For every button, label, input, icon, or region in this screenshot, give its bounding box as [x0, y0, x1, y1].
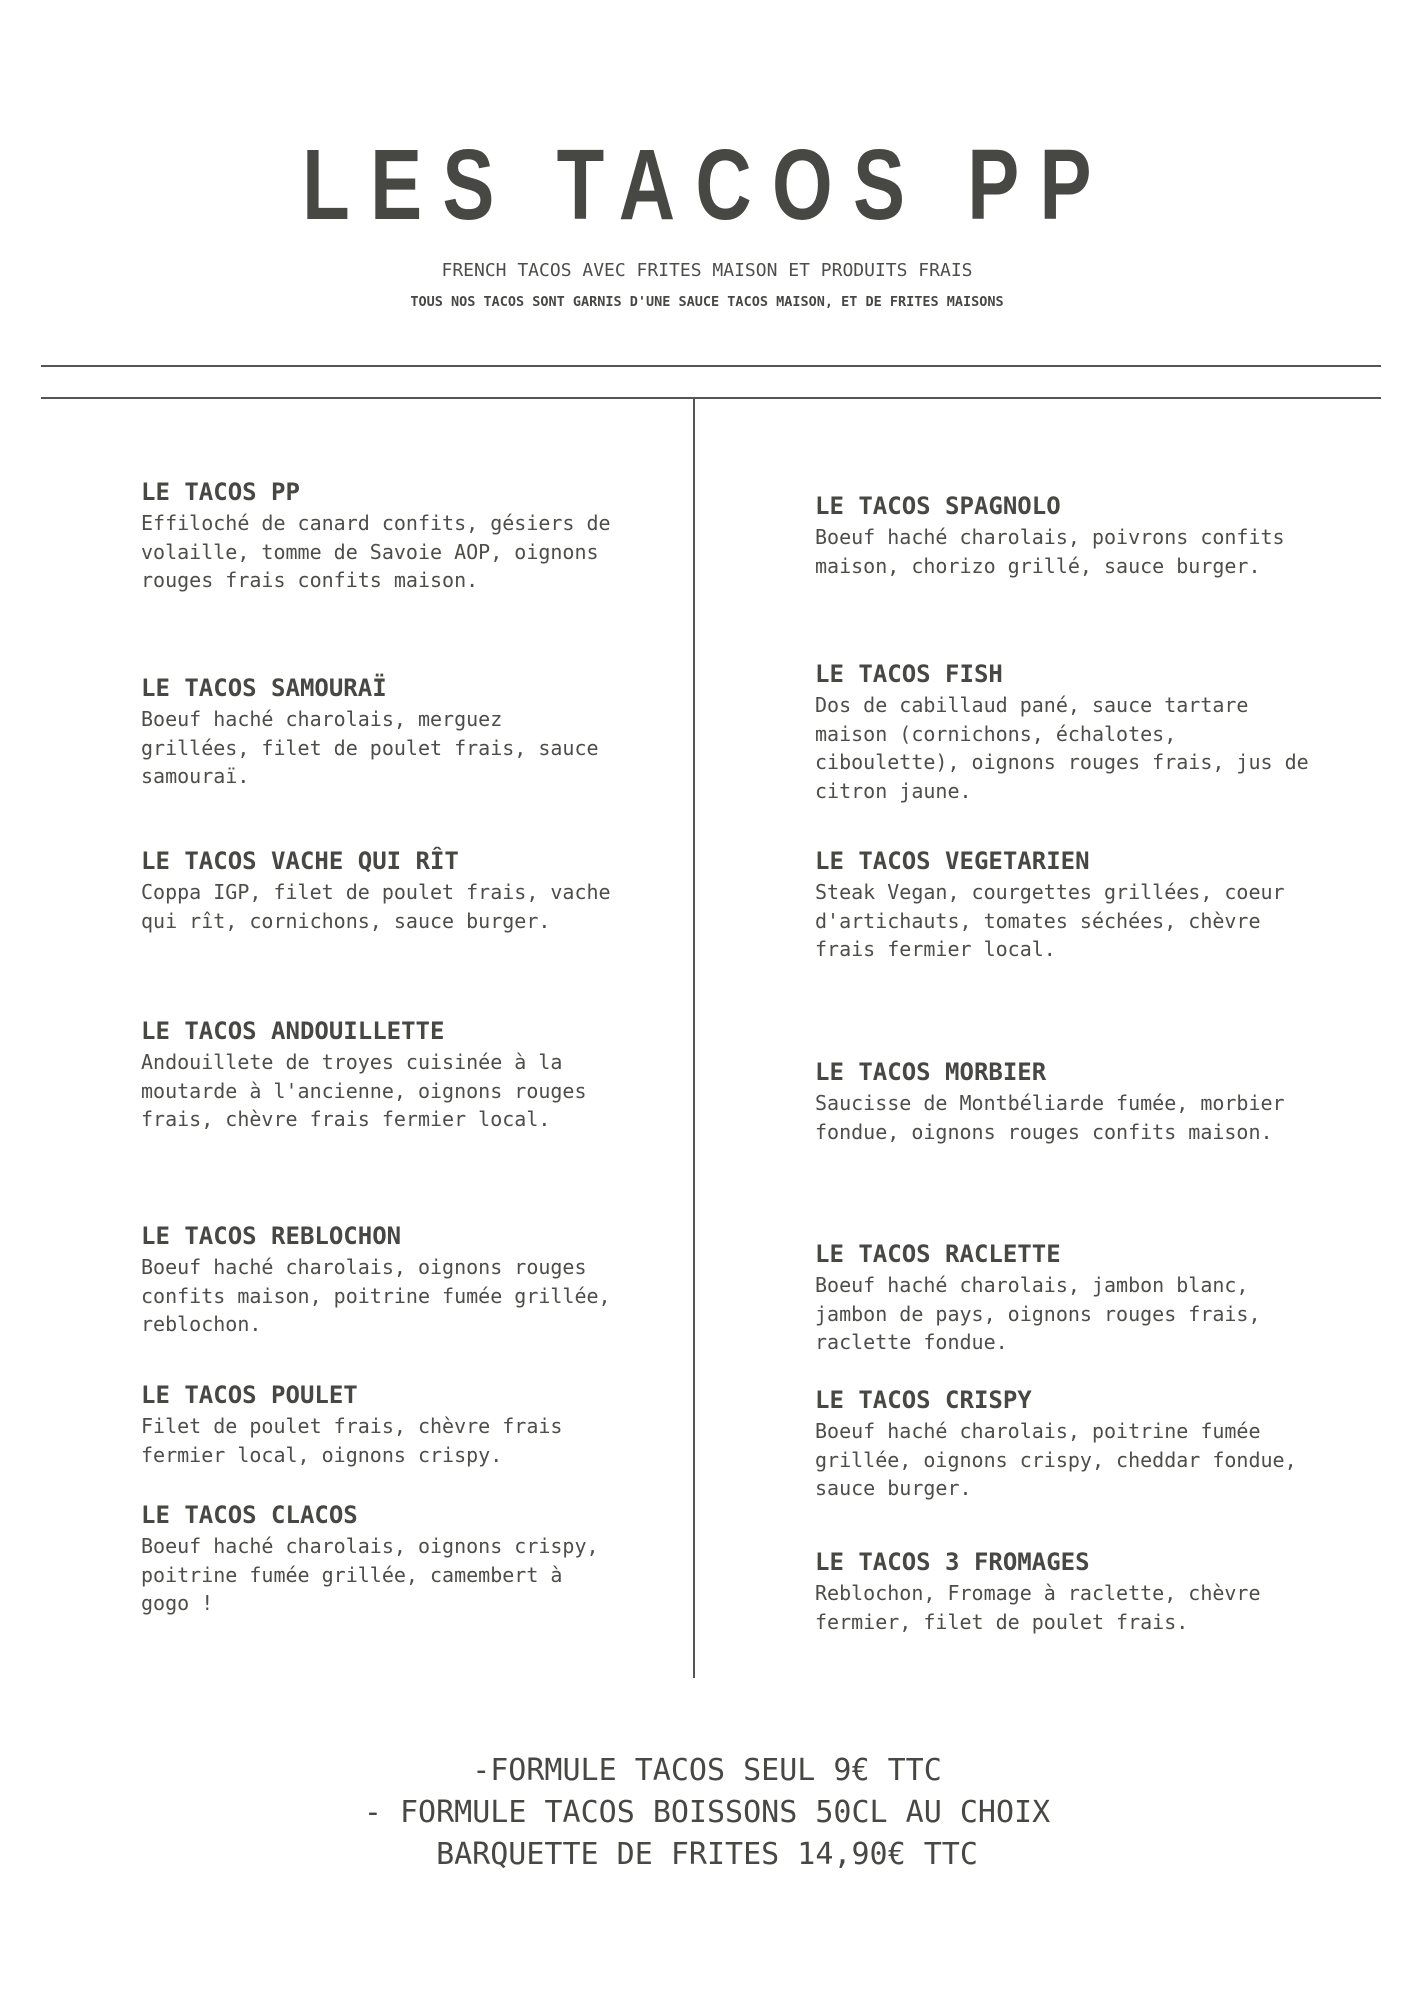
sauce-note: TOUS NOS TACOS SONT GARNIS D'UNE SAUCE TACOS MAISON, ET DE FRITES MAISONS	[410, 294, 1004, 310]
menu-item-tacos-3-fromages	[815, 1547, 1315, 1636]
formula-frites-price: BARQUETTE DE FRITES 14,90€ TTC	[436, 1837, 978, 1872]
menu-item-tacos-crispy	[815, 1385, 1315, 1503]
menu-item-name: LE TACOS FISH	[815, 660, 1003, 688]
menu-item-description: Dos de cabillaud pané, sauce tartare maison (cornichons, échalotes, ciboulette), oignons rouges frais, jus de citron jaune.	[815, 693, 1309, 803]
menu-item-name: LE TACOS SAMOURAÏ	[141, 674, 387, 702]
divider-bottom	[41, 397, 1381, 399]
menu-item-name: LE TACOS SPAGNOLO	[815, 492, 1061, 520]
menu-item-tacos-fish	[815, 659, 1315, 805]
menu-item-name: LE TACOS PP	[141, 478, 300, 506]
menu-item-name: LE TACOS 3 FROMAGES	[815, 1548, 1090, 1576]
menu-item-description: Andouillete de troyes cuisinée à la moutarde à l'ancienne, oignons rouges frais, chèvre frais fermier local.	[141, 1050, 587, 1131]
subtitle: FRENCH TACOS AVEC FRITES MAISON ET PRODUITS FRAIS	[441, 260, 973, 281]
menu-item-description: Boeuf haché charolais, oignons rouges confits maison, poitrine fumée grillée, reblochon.	[141, 1255, 611, 1336]
menu-item-tacos-clacos	[141, 1500, 611, 1618]
menu-item-description: Saucisse de Montbéliarde fumée, morbier fondue, oignons rouges confits maison.	[815, 1091, 1285, 1144]
menu-item-description: Boeuf haché charolais, poivrons confits maison, chorizo grillé, sauce burger.	[815, 525, 1285, 578]
menu-item-description: Boeuf haché charolais, jambon blanc, jambon de pays, oignons rouges frais, raclette fondue.	[815, 1273, 1261, 1354]
menu-item-tacos-pp	[141, 477, 611, 595]
menu-item-name: LE TACOS VEGETARIEN	[815, 847, 1090, 875]
menu-item-name: LE TACOS MORBIER	[815, 1058, 1047, 1086]
menu-item-name: LE TACOS RACLETTE	[815, 1240, 1061, 1268]
menu-item-name: LE TACOS VACHE QUI RÎT	[141, 847, 459, 875]
menu-item-description: Coppa IGP, filet de poulet frais, vache qui rît, cornichons, sauce burger.	[141, 880, 611, 933]
menu-item-tacos-vegetarien	[815, 846, 1315, 964]
menu-item-name: LE TACOS CRISPY	[815, 1386, 1032, 1414]
menu-item-description: Boeuf haché charolais, poitrine fumée grillée, oignons crispy, cheddar fondue, sauce burger.	[815, 1419, 1297, 1500]
menu-item-description: Filet de poulet frais, chèvre frais fermier local, oignons crispy.	[141, 1414, 563, 1467]
menu-item-tacos-poulet	[141, 1380, 611, 1469]
menu-item-name: LE TACOS REBLOCHON	[141, 1222, 402, 1250]
menu-item-tacos-reblochon	[141, 1221, 611, 1339]
menu-item-description: Effiloché de canard confits, gésiers de volaille, tomme de Savoie AOP, oignons rouges frais confits maison.	[141, 511, 611, 592]
formula-tacos-boissons: - FORMULE TACOS BOISSONS 50CL AU CHOIX	[363, 1795, 1051, 1830]
menu-item-name: LE TACOS CLACOS	[141, 1501, 358, 1529]
column-divider	[693, 398, 695, 1678]
divider-top	[41, 365, 1381, 367]
menu-item-tacos-spagnolo	[815, 491, 1315, 580]
menu-item-tacos-andouillette	[141, 1016, 611, 1134]
menu-item-description: Steak Vegan, courgettes grillées, coeur d'artichauts, tomates séchées, chèvre frais fermier local.	[815, 880, 1285, 961]
menu-item-description: Boeuf haché charolais, merguez grillées, filet de poulet frais, sauce samouraï.	[141, 707, 599, 788]
page-title: LES TACOS PP	[302, 129, 1112, 241]
menu-item-tacos-vache-qui-rit	[141, 846, 611, 935]
menu-item-tacos-morbier	[815, 1057, 1315, 1146]
menu-item-tacos-raclette	[815, 1239, 1315, 1357]
menu-item-name: LE TACOS ANDOUILLETTE	[141, 1017, 445, 1045]
menu-item-name: LE TACOS POULET	[141, 1381, 358, 1409]
menu-item-description: Reblochon, Fromage à raclette, chèvre fermier, filet de poulet frais.	[815, 1581, 1261, 1634]
menu-item-description: Boeuf haché charolais, oignons crispy, poitrine fumée grillée, camembert à gogo !	[141, 1534, 599, 1615]
formula-tacos-seul: -FORMULE TACOS SEUL 9€ TTC	[472, 1753, 942, 1788]
menu-item-tacos-samourai	[141, 673, 611, 791]
